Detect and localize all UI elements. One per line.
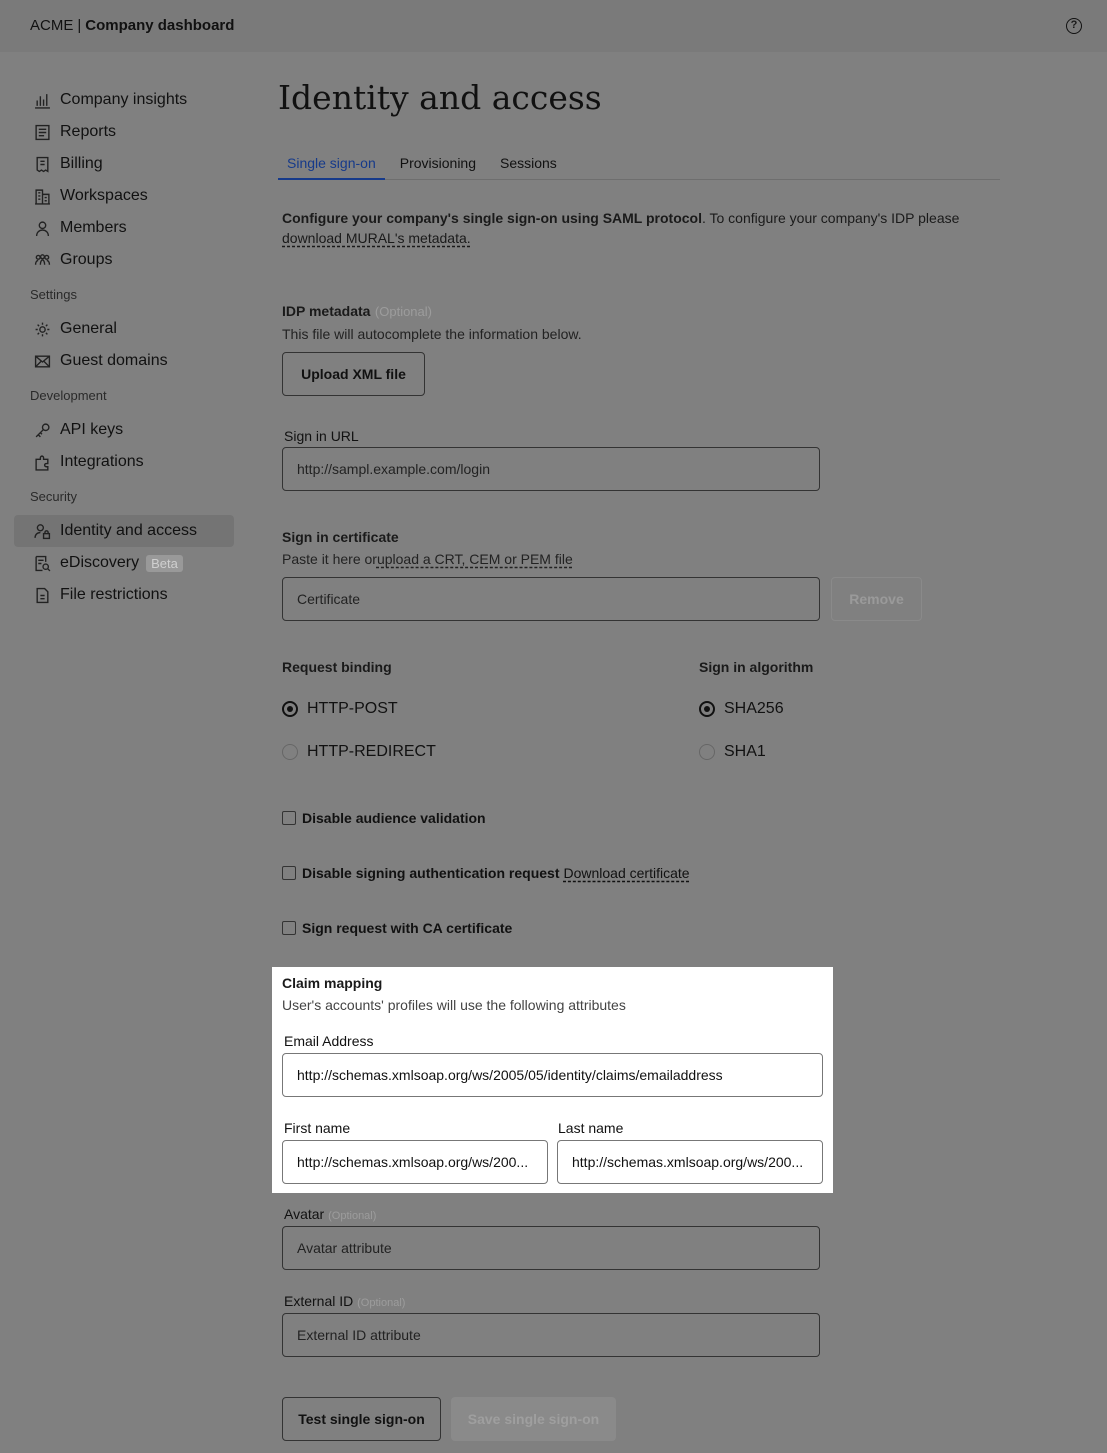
claim-mapping-title: Claim mapping <box>282 975 383 991</box>
sidebar-item-label: Groups <box>60 251 113 268</box>
sidebar <box>14 84 234 611</box>
idp-label-text: IDP metadata <box>282 303 371 319</box>
checkbox-disable-signing-auth[interactable] <box>282 865 690 881</box>
tab-provisioning[interactable]: Provisioning <box>399 155 476 171</box>
sidebar-item-guest-domains[interactable] <box>14 345 234 377</box>
sidebar-item-integrations[interactable] <box>14 446 234 478</box>
intro-bold: Configure your company's single sign-on using SAML protocol <box>282 210 702 226</box>
key-icon <box>32 421 52 439</box>
sidebar-item-ediscovery[interactable] <box>14 547 234 579</box>
person-icon <box>32 219 52 237</box>
radio-http-post[interactable] <box>282 700 398 718</box>
checkbox-icon <box>282 921 296 935</box>
checkbox-sign-request-ca[interactable] <box>282 920 512 936</box>
sidebar-item-billing[interactable] <box>14 148 234 180</box>
brand <box>30 17 234 34</box>
radio-label: HTTP-POST <box>307 700 398 717</box>
brand-name: ACME <box>30 17 74 34</box>
claim-mapping-panel <box>272 967 833 1193</box>
radio-label: HTTP-REDIRECT <box>307 743 436 760</box>
checkbox-label: Disable signing authentication request <box>302 865 560 881</box>
radio-http-redirect[interactable] <box>282 743 436 761</box>
idp-metadata-label <box>282 303 432 321</box>
search-document-icon <box>32 554 52 572</box>
avatar-label <box>284 1206 376 1222</box>
sidebar-item-general[interactable] <box>14 313 234 345</box>
claim-mapping-subtitle: User's accounts' profiles will use the following attributes <box>282 997 626 1013</box>
brand-separator: | <box>77 17 82 34</box>
first-name-input[interactable]: http://schemas.xmlsoap.org/ws/200... <box>282 1140 548 1184</box>
download-metadata-link[interactable]: download MURAL's metadata. <box>282 230 471 246</box>
checkbox-disable-audience-validation[interactable] <box>282 810 486 826</box>
save-single-sign-on-button[interactable]: Save single sign-on <box>451 1397 616 1441</box>
sidebar-item-file-restrictions[interactable] <box>14 579 234 611</box>
last-name-label: Last name <box>558 1120 624 1136</box>
sidebar-item-label: General <box>60 320 117 337</box>
upload-xml-button[interactable]: Upload XML file <box>282 352 425 396</box>
file-icon <box>32 586 52 604</box>
sidebar-item-label: Workspaces <box>60 187 148 204</box>
radio-selected-icon <box>699 701 715 717</box>
intro-rest: . To configure your company's IDP please <box>701 210 960 226</box>
sidebar-item-label: Members <box>60 219 127 236</box>
avatar-label-text: Avatar <box>284 1206 325 1222</box>
sidebar-item-groups[interactable] <box>14 244 234 276</box>
sidebar-item-label: Identity and access <box>60 522 197 539</box>
test-single-sign-on-button[interactable]: Test single sign-on <box>282 1397 441 1441</box>
sidebar-item-label: Billing <box>60 155 103 172</box>
sidebar-item-label: eDiscovery <box>60 554 140 571</box>
sign-in-url-label: Sign in URL <box>284 428 359 444</box>
sidebar-item-label: Company insights <box>60 91 188 108</box>
optional-tag: (Optional) <box>357 1297 406 1309</box>
radio-sha256[interactable] <box>699 700 784 718</box>
external-id-input[interactable]: External ID attribute <box>282 1313 820 1357</box>
request-binding-label: Request binding <box>282 659 392 675</box>
gear-icon <box>32 320 52 338</box>
radio-unselected-icon <box>282 744 298 760</box>
certificate-input[interactable]: Certificate <box>282 577 820 621</box>
certificate-help <box>282 551 573 567</box>
certificate-help-text: Paste it here or <box>282 551 377 567</box>
beta-badge: Beta <box>146 555 183 572</box>
sign-in-algorithm-label: Sign in algorithm <box>699 659 814 675</box>
sidebar-item-members[interactable] <box>14 212 234 244</box>
email-address-input[interactable]: http://schemas.xmlsoap.org/ws/2005/05/identity/claims/emailaddress <box>282 1053 823 1097</box>
sign-in-url-input[interactable]: http://sampl.example.com/login <box>282 447 820 491</box>
external-id-label <box>284 1293 405 1309</box>
download-certificate-link[interactable]: Download certificate <box>563 865 690 881</box>
tab-single-sign-on[interactable]: Single sign-on <box>278 150 385 180</box>
top-bar <box>0 0 1107 52</box>
upload-certificate-link[interactable]: upload a CRT, CEM or PEM file <box>376 551 573 567</box>
first-name-label: First name <box>284 1120 351 1136</box>
checkbox-icon <box>282 811 296 825</box>
intro-text <box>282 208 982 248</box>
external-id-label-text: External ID <box>284 1293 354 1309</box>
tab-sessions[interactable]: Sessions <box>500 155 557 171</box>
sidebar-item-label: Guest domains <box>60 352 168 369</box>
radio-unselected-icon <box>699 744 715 760</box>
optional-tag: (Optional) <box>374 304 432 319</box>
sign-in-certificate-label: Sign in certificate <box>282 529 399 545</box>
radio-sha1[interactable] <box>699 743 766 761</box>
bar-chart-icon <box>32 91 52 109</box>
dashboard-title: Company dashboard <box>85 17 235 34</box>
sidebar-item-identity-and-access[interactable] <box>14 515 234 547</box>
page-title: Identity and access <box>278 78 602 117</box>
building-icon <box>32 187 52 205</box>
sidebar-section-settings: Settings <box>30 287 77 302</box>
sidebar-item-label: File restrictions <box>60 586 168 603</box>
help-icon[interactable]: ? <box>1066 18 1082 34</box>
radio-selected-icon <box>282 701 298 717</box>
sidebar-item-label: Integrations <box>60 453 144 470</box>
checkbox-label: Sign request with CA certificate <box>302 920 513 936</box>
radio-label: SHA256 <box>724 700 784 717</box>
sidebar-section-development: Development <box>30 388 107 403</box>
sidebar-item-label: Reports <box>60 123 117 140</box>
puzzle-icon <box>32 453 52 471</box>
sidebar-item-reports[interactable] <box>14 116 234 148</box>
group-icon <box>32 251 52 269</box>
person-lock-icon <box>32 522 52 540</box>
report-icon <box>32 123 52 141</box>
last-name-input[interactable]: http://schemas.xmlsoap.org/ws/200... <box>557 1140 823 1184</box>
checkbox-label: Disable audience validation <box>302 810 486 826</box>
receipt-icon <box>32 155 52 173</box>
sidebar-item-label: API keys <box>60 421 124 438</box>
sidebar-section-security: Security <box>30 489 77 504</box>
avatar-input[interactable]: Avatar attribute <box>282 1226 820 1270</box>
email-address-label: Email Address <box>284 1033 374 1049</box>
checkbox-icon <box>282 866 296 880</box>
idp-help: This file will autocomplete the information below. <box>282 326 582 342</box>
optional-tag: (Optional) <box>328 1210 377 1222</box>
radio-label: SHA1 <box>724 743 766 760</box>
sidebar-item-company-insights[interactable] <box>14 84 234 116</box>
remove-certificate-button[interactable]: Remove <box>831 577 922 621</box>
envelope-icon <box>32 352 52 370</box>
sidebar-item-workspaces[interactable] <box>14 180 234 212</box>
tab-bar <box>278 150 1000 180</box>
sidebar-item-api-keys[interactable] <box>14 414 234 446</box>
